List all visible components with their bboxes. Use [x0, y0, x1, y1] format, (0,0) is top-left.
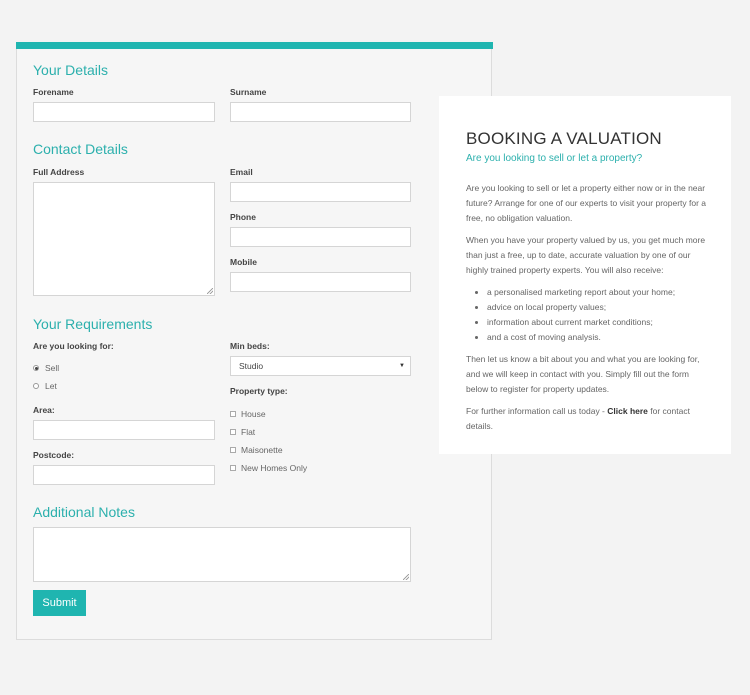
info-body [466, 181, 711, 441]
email-input[interactable] [230, 182, 411, 202]
phone-label: Phone [230, 212, 256, 222]
info-paragraph: Then let us know a bit about you and what you are looking for, and we will keep in contact with you. Simply fill out the form below to register for property updates. [466, 354, 700, 394]
postcode-label: Postcode: [33, 450, 75, 460]
checkbox-flat[interactable] [230, 427, 255, 437]
info-paragraph: When you have your property valued by us, you get much more than just a free, up to date, accurate valuation by one of our highly trained property experts. You will also receive: [466, 235, 706, 275]
info-paragraph: Are you looking to sell or let a property either now or in the near future? Arrange for one of our experts to visit your property for a free, no obligation valuation. [466, 183, 707, 223]
checkbox-icon[interactable] [230, 465, 236, 471]
additional-notes-heading: Additional Notes [33, 504, 135, 520]
contact-details-heading: Contact Details [33, 141, 128, 157]
list-item: • and a cost of moving analysis. [487, 330, 711, 345]
forename-input[interactable] [33, 102, 215, 122]
checkbox-house[interactable] [230, 409, 266, 419]
click-here-link[interactable]: Click here [607, 406, 648, 416]
checkbox-maisonette[interactable] [230, 445, 283, 455]
contact-suffix: for contact details. [466, 406, 690, 431]
radio-let-label: Let [45, 381, 57, 391]
your-details-heading: Your Details [33, 62, 108, 78]
area-label: Area: [33, 405, 55, 415]
info-subtitle: Are you looking to sell or let a property? [466, 153, 643, 164]
mobile-input[interactable] [230, 272, 411, 292]
submit-button[interactable]: Submit [33, 590, 86, 616]
form-top-accent-bar [16, 42, 493, 49]
surname-input[interactable] [230, 102, 411, 122]
postcode-input[interactable] [33, 465, 215, 485]
forename-label: Forename [33, 87, 74, 97]
benefits-list [466, 285, 711, 345]
radio-unselected-icon[interactable] [33, 383, 39, 389]
booking-info-panel [439, 96, 731, 454]
radio-let[interactable] [33, 381, 57, 391]
resize-handle-icon[interactable] [403, 574, 409, 580]
min-beds-label: Min beds: [230, 341, 270, 351]
email-label: Email [230, 167, 253, 177]
radio-sell-label: Sell [45, 363, 60, 373]
looking-for-label: Are you looking for: [33, 341, 114, 351]
checkbox-maisonette-label: Maisonette [241, 445, 283, 455]
checkbox-flat-label: Flat [241, 427, 256, 437]
min-beds-select[interactable] [230, 356, 411, 376]
requirements-heading: Your Requirements [33, 316, 153, 332]
checkbox-icon[interactable] [230, 447, 236, 453]
checkbox-new-homes-label: New Homes Only [241, 463, 308, 473]
full-address-label: Full Address [33, 167, 85, 177]
valuation-form [16, 42, 492, 640]
full-address-textarea[interactable] [33, 182, 215, 296]
checkbox-icon[interactable] [230, 429, 236, 435]
info-title: BOOKING A VALUATION [466, 129, 662, 148]
additional-notes-textarea[interactable] [33, 527, 411, 582]
radio-sell[interactable] [33, 363, 59, 373]
checkbox-new-homes[interactable] [230, 463, 307, 473]
surname-label: Surname [230, 87, 267, 97]
min-beds-value: Studio [239, 361, 264, 371]
info-paragraph-contact [466, 404, 711, 434]
mobile-label: Mobile [230, 257, 257, 267]
contact-prefix: For further information call us today - [466, 406, 608, 416]
resize-handle-icon[interactable] [207, 288, 213, 294]
property-type-label: Property type: [230, 386, 288, 396]
radio-selected-icon[interactable] [33, 365, 39, 371]
list-item: • advice on local property values; [487, 300, 711, 315]
area-input[interactable] [33, 420, 215, 440]
dropdown-arrow-icon: ▼ [399, 363, 405, 369]
list-item: • information about current market conditions; [487, 315, 711, 330]
checkbox-house-label: House [241, 409, 266, 419]
phone-input[interactable] [230, 227, 411, 247]
list-item: • a personalised marketing report about your home; [487, 285, 711, 300]
checkbox-icon[interactable] [230, 411, 236, 417]
